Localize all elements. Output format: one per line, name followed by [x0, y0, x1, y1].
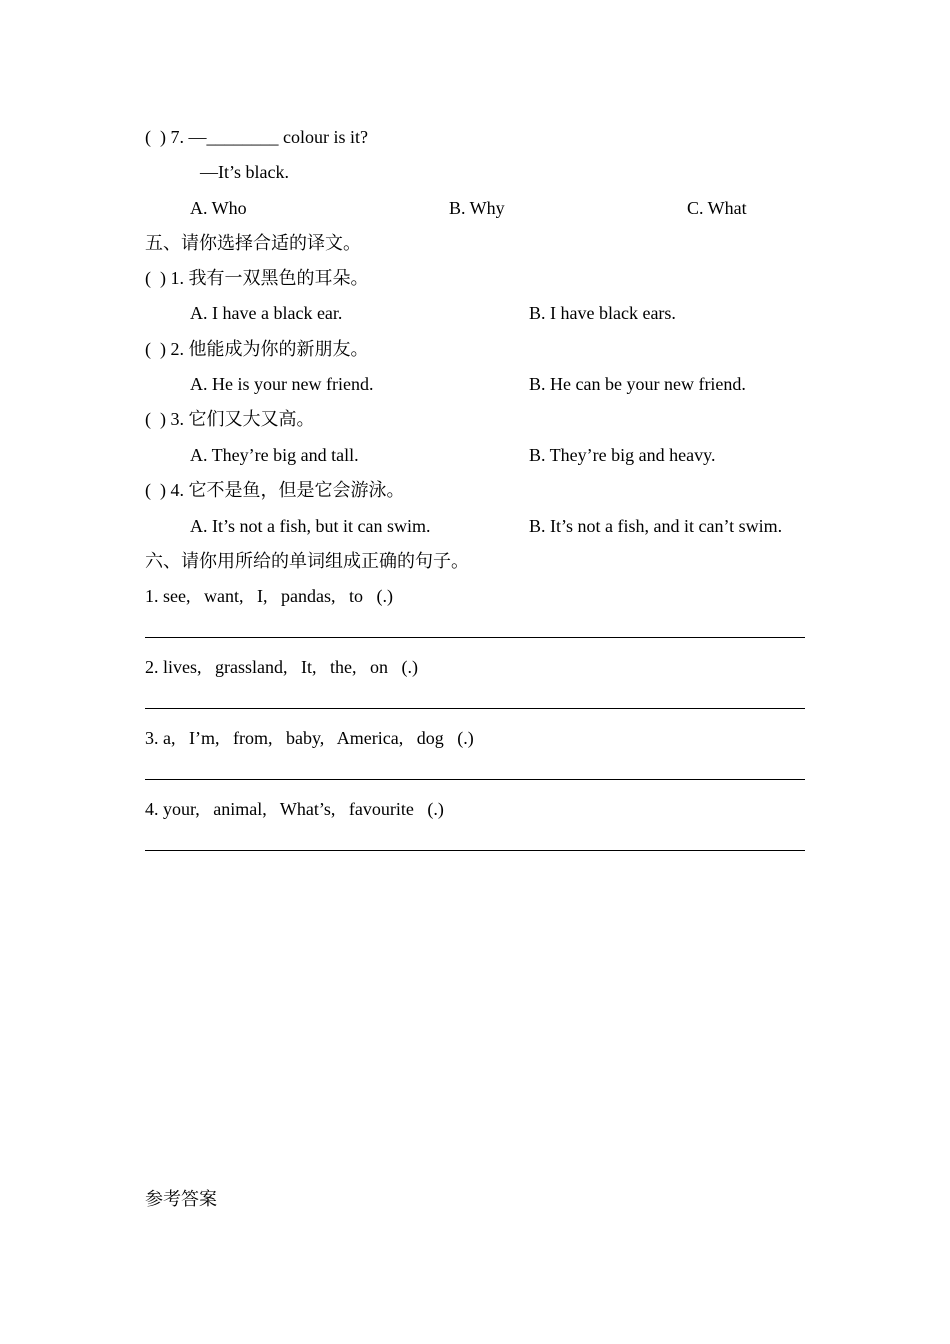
q7-option-b: B. Why	[449, 198, 505, 218]
s5-q4-option-b: B. It’s not a fish, and it can’t swim.	[529, 516, 783, 536]
answer-rule-3[interactable]	[145, 779, 805, 780]
s6-item-2: 2. lives, grassland, It, the, on (.)	[145, 657, 418, 677]
s5-q4-prompt: ( ) 4. 它不是鱼，但是它会游泳。	[145, 480, 405, 500]
q7-option-c: C. What	[687, 198, 747, 218]
answer-rule-1[interactable]	[145, 637, 805, 638]
section5-title: 五、请你选择合适的译文。	[145, 233, 361, 253]
s6-item-1: 1. see, want, I, pandas, to (.)	[145, 586, 393, 606]
s5-q2-prompt: ( ) 2. 他能成为你的新朋友。	[145, 339, 369, 359]
s5-q3-option-a: A. They’re big and tall.	[190, 445, 359, 465]
q7-prompt: ( ) 7. —________ colour is it?	[145, 127, 368, 147]
s5-q1-option-b: B. I have black ears.	[529, 303, 676, 323]
s5-q4-option-a: A. It’s not a fish, but it can swim.	[190, 516, 431, 536]
s5-q3-prompt: ( ) 3. 它们又大又高。	[145, 409, 315, 429]
s5-q1-prompt: ( ) 1. 我有一双黑色的耳朵。	[145, 268, 369, 288]
answers-heading: 参考答案	[145, 1189, 217, 1209]
s6-item-3: 3. a, I’m, from, baby, America, dog (.)	[145, 728, 474, 748]
s5-q3-option-b: B. They’re big and heavy.	[529, 445, 716, 465]
q7-option-a: A. Who	[190, 198, 247, 218]
s5-q2-option-b: B. He can be your new friend.	[529, 374, 746, 394]
answer-rule-4[interactable]	[145, 850, 805, 851]
q7-answer-line: —It’s black.	[200, 162, 289, 182]
s5-q1-option-a: A. I have a black ear.	[190, 303, 343, 323]
answer-rule-2[interactable]	[145, 708, 805, 709]
s5-q2-option-a: A. He is your new friend.	[190, 374, 374, 394]
section6-title: 六、请你用所给的单词组成正确的句子。	[145, 551, 469, 571]
s6-item-4: 4. your, animal, What’s, favourite (.)	[145, 799, 444, 819]
